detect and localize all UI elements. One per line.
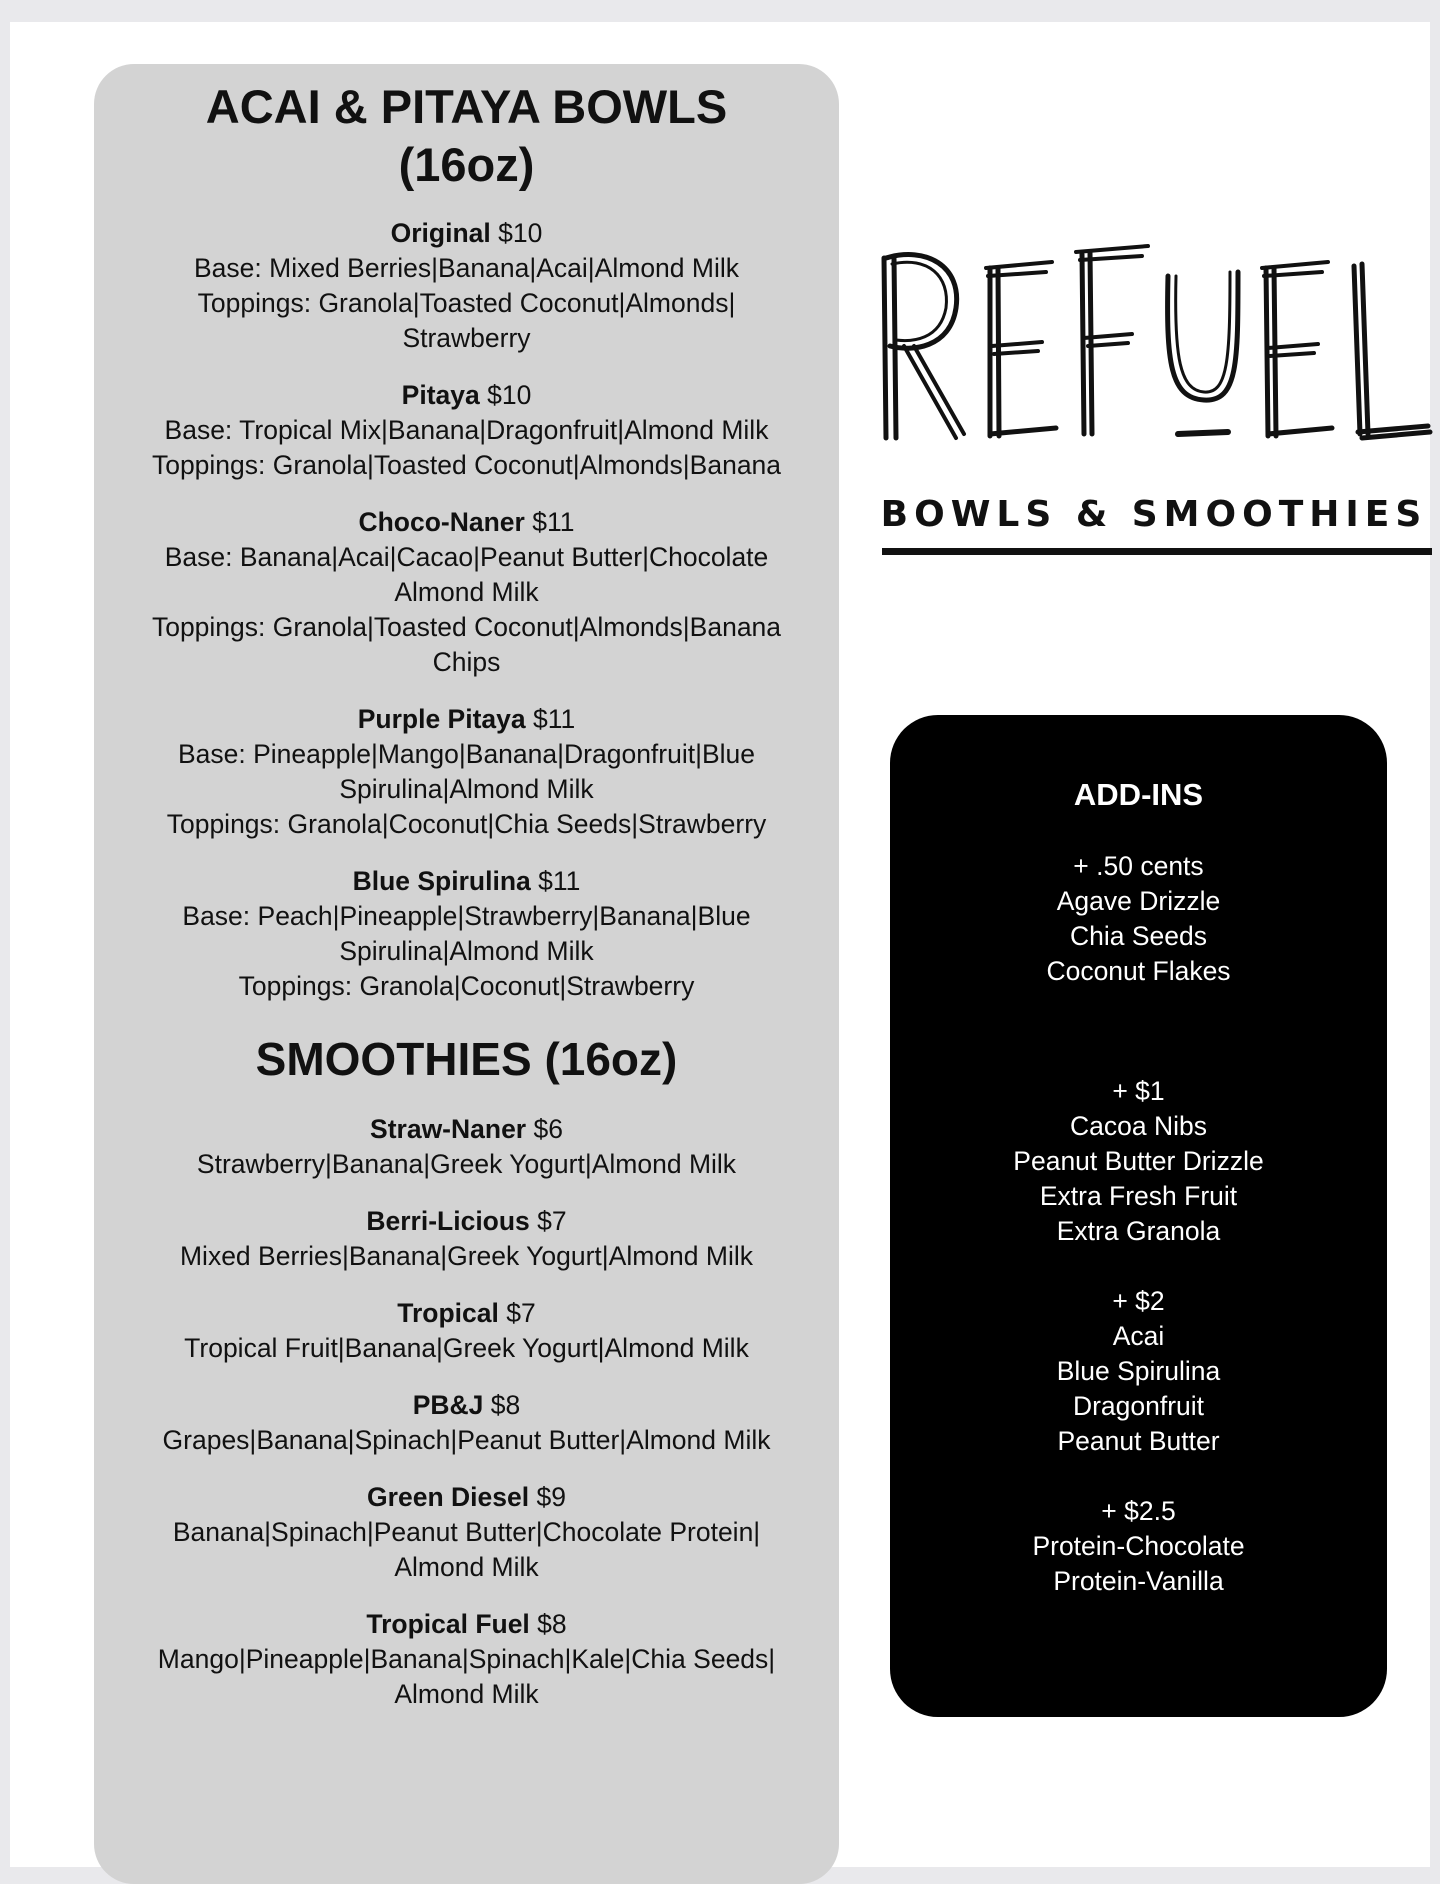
addin-item: Extra Granola <box>1056 1216 1221 1246</box>
item-header <box>94 702 839 737</box>
addin-item: Blue Spirulina <box>1056 1356 1221 1386</box>
item-description-line: Base: Banana|Acai|Cacao|Peanut Butter|Chocolate <box>164 542 769 572</box>
item-name: Berri-Licious <box>366 1206 530 1236</box>
item-description-line: Base: Peach|Pineapple|Strawberry|Banana|Blue <box>182 901 751 931</box>
menu-item <box>94 216 839 356</box>
item-name: PB&J <box>412 1390 484 1420</box>
refuel-wordmark <box>878 242 1434 482</box>
item-description-line: Almond Milk <box>394 577 539 607</box>
item-description-line: Almond Milk <box>394 1552 539 1582</box>
addin-item: Acai <box>1112 1321 1165 1351</box>
item-header <box>94 1607 839 1642</box>
addin-price: + $2 <box>1112 1286 1165 1316</box>
addin-item: Agave Drizzle <box>1056 886 1221 916</box>
item-description-line: Almond Milk <box>394 1679 539 1709</box>
menu-sheet <box>10 22 1430 1867</box>
addin-group <box>890 1494 1387 1599</box>
item-description-line: Toppings: Granola|Toasted Coconut|Almonds| <box>197 288 736 318</box>
bowls-list <box>94 216 839 1004</box>
item-name: Blue Spirulina <box>352 866 531 896</box>
item-price: $11 <box>533 704 576 734</box>
addin-item: Protein-Vanilla <box>1053 1566 1224 1596</box>
addin-group <box>890 1074 1387 1249</box>
menu-item <box>94 1204 839 1274</box>
menu-item <box>94 864 839 1004</box>
item-header <box>94 864 839 899</box>
item-header <box>94 1204 839 1239</box>
addin-item: Chia Seeds <box>1069 921 1207 951</box>
menu-item <box>94 505 839 680</box>
addins-list <box>890 849 1387 1599</box>
bowls-title-line1: ACAI & PITAYA BOWLS <box>205 80 728 133</box>
bowls-title-line2: (16oz) <box>398 138 535 191</box>
menu-item <box>94 1480 839 1585</box>
refuel-logo <box>878 242 1434 562</box>
addin-group <box>890 1284 1387 1459</box>
addin-item: Coconut Flakes <box>1046 956 1231 986</box>
item-price: $6 <box>533 1114 563 1144</box>
menu-item <box>94 1296 839 1366</box>
item-name: Choco-Naner <box>358 507 525 537</box>
item-description-line: Toppings: Granola|Toasted Coconut|Almonds|Banana <box>151 450 782 480</box>
addin-item: Peanut Butter Drizzle <box>1013 1146 1264 1176</box>
item-price: $10 <box>498 218 543 248</box>
item-description-line: Strawberry|Banana|Greek Yogurt|Almond Milk <box>196 1149 737 1179</box>
addin-price: + $2.5 <box>1101 1496 1176 1526</box>
item-name: Purple Pitaya <box>357 704 526 734</box>
item-description-line: Spirulina|Almond Milk <box>339 774 594 804</box>
addin-item: Dragonfruit <box>1072 1391 1205 1421</box>
item-header <box>94 505 839 540</box>
item-description-line: Base: Pineapple|Mango|Banana|Dragonfruit|Blue <box>177 739 756 769</box>
addin-price: + .50 cents <box>1073 851 1204 881</box>
menu-item <box>94 702 839 842</box>
item-name: Tropical <box>397 1298 499 1328</box>
item-description-line: Strawberry <box>402 323 531 353</box>
item-header <box>94 1480 839 1515</box>
menu-item <box>94 1388 839 1458</box>
item-description-line: Base: Mixed Berries|Banana|Acai|Almond Milk <box>194 253 739 283</box>
item-description-line: Toppings: Granola|Toasted Coconut|Almonds|Banana <box>151 612 782 642</box>
item-description-line: Banana|Spinach|Peanut Butter|Chocolate Protein| <box>172 1517 761 1547</box>
addin-price: + $1 <box>1112 1076 1165 1106</box>
menu-item <box>94 1112 839 1182</box>
item-description-line: Mango|Pineapple|Banana|Spinach|Kale|Chia Seeds| <box>157 1644 776 1674</box>
item-header <box>94 1296 839 1331</box>
addins-panel <box>890 715 1387 1717</box>
addin-group <box>890 849 1387 989</box>
logo-underline <box>882 548 1432 555</box>
item-header <box>94 1388 839 1423</box>
addin-item: Extra Fresh Fruit <box>1039 1181 1238 1211</box>
addin-item: Cacoa Nibs <box>1070 1111 1207 1141</box>
item-description-line: Base: Tropical Mix|Banana|Dragonfruit|Almond Milk <box>164 415 769 445</box>
item-name: Straw-Naner <box>370 1114 527 1144</box>
item-name: Pitaya <box>401 380 480 410</box>
item-price: $11 <box>532 507 575 537</box>
item-price: $9 <box>536 1482 566 1512</box>
item-description-line: Tropical Fruit|Banana|Greek Yogurt|Almond Milk <box>184 1333 749 1363</box>
logo-subtitle: BOWLS & SMOOTHIES <box>880 494 1428 535</box>
addins-title: ADD-INS <box>1073 777 1204 812</box>
item-price: $8 <box>490 1390 521 1420</box>
item-header <box>94 1112 839 1147</box>
item-description-line: Spirulina|Almond Milk <box>339 936 594 966</box>
menu-panel <box>94 64 839 1884</box>
item-price: $10 <box>487 380 532 410</box>
item-name: Original <box>390 218 491 248</box>
item-header <box>94 216 839 251</box>
item-price: $11 <box>538 866 581 896</box>
menu-item <box>94 1607 839 1712</box>
item-header <box>94 378 839 413</box>
item-name: Green Diesel <box>367 1482 530 1512</box>
item-price: $7 <box>506 1298 536 1328</box>
smoothies-list <box>94 1112 839 1712</box>
item-description-line: Mixed Berries|Banana|Greek Yogurt|Almond Milk <box>179 1241 753 1271</box>
item-price: $8 <box>537 1609 567 1639</box>
item-description-line: Grapes|Banana|Spinach|Peanut Butter|Almond Milk <box>162 1425 771 1455</box>
addin-item: Protein-Chocolate <box>1032 1531 1245 1561</box>
addin-item: Peanut Butter <box>1057 1426 1220 1456</box>
menu-item <box>94 378 839 483</box>
item-description-line: Chips <box>432 647 501 677</box>
item-description-line: Toppings: Granola|Coconut|Chia Seeds|Strawberry <box>166 809 767 839</box>
item-name: Tropical Fuel <box>366 1609 530 1639</box>
item-description-line: Toppings: Granola|Coconut|Strawberry <box>238 971 695 1001</box>
item-price: $7 <box>537 1206 567 1236</box>
smoothies-title: SMOOTHIES (16oz) <box>255 1033 678 1085</box>
